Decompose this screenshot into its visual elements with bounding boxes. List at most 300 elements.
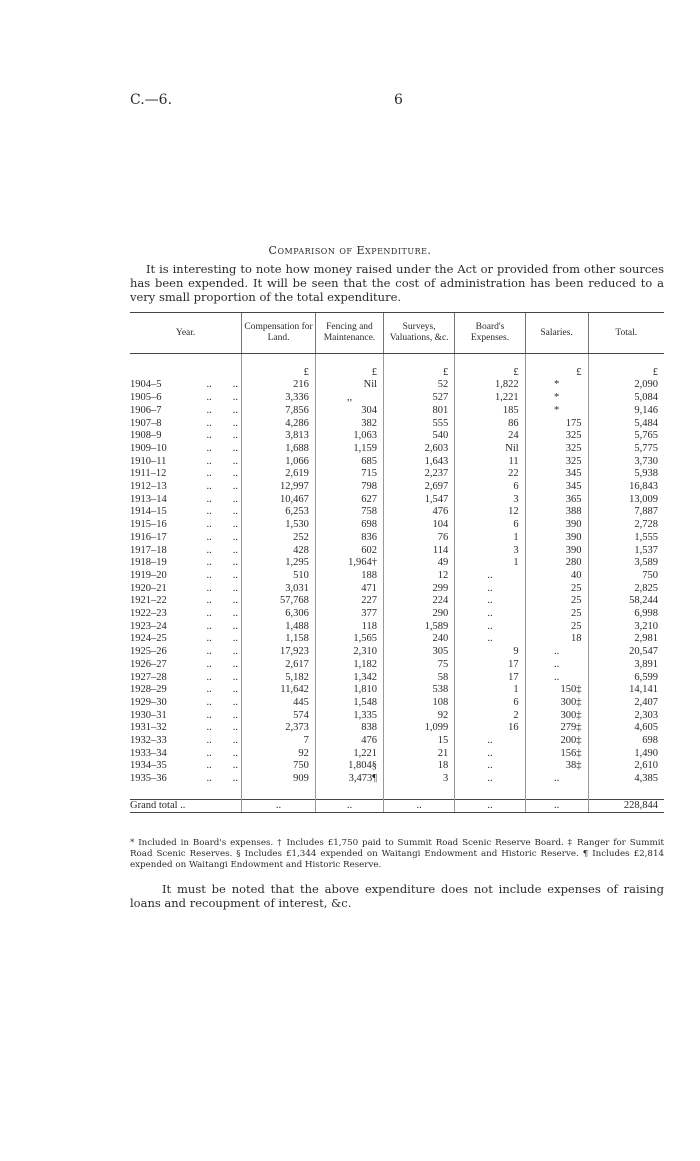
value-cell: 6,998 (588, 608, 664, 621)
value-cell: 1,565 (315, 633, 383, 646)
value-cell: 15 (384, 735, 455, 748)
leader-dots: .. .. (206, 735, 238, 747)
year-cell (130, 430, 242, 443)
year-cell (130, 519, 242, 532)
value-cell: 2,619 (242, 468, 316, 481)
leader-dots: .. .. (206, 760, 238, 772)
value-cell: 216 (242, 379, 316, 392)
column-header: Salaries. (525, 313, 588, 354)
year-label: 1927–28 (130, 671, 167, 683)
year-cell (130, 418, 242, 431)
leader-dots: .. .. (206, 417, 238, 429)
value-cell: 1,810 (315, 684, 383, 697)
value-cell: 1,099 (384, 722, 455, 735)
table-row (130, 532, 664, 545)
leader-dots: .. .. (206, 557, 238, 569)
value-cell: 7,856 (242, 405, 316, 418)
spacer-cell (242, 786, 316, 799)
value-cell: 156‡ (525, 748, 588, 761)
table-body (130, 354, 664, 813)
value-cell: 428 (242, 545, 316, 558)
table-row (130, 405, 664, 418)
value-cell: 2,303 (588, 710, 664, 723)
value-cell: 2,981 (588, 633, 664, 646)
table-row (130, 379, 664, 392)
grand-total-cell: 228,844 (588, 799, 664, 813)
value-cell: 801 (384, 405, 455, 418)
value-cell: 1,295 (242, 557, 316, 570)
value-cell: 476 (384, 506, 455, 519)
table-row (130, 608, 664, 621)
value-cell: 188 (315, 570, 383, 583)
value-cell: 382 (315, 418, 383, 431)
value-cell: 1 (455, 684, 525, 697)
unit-cell: £ (525, 367, 588, 380)
table-row (130, 646, 664, 659)
value-cell: 1,688 (242, 443, 316, 456)
value-cell: 17,923 (242, 646, 316, 659)
value-cell: 5,182 (242, 672, 316, 685)
value-cell: 92 (242, 748, 316, 761)
value-cell: 1 (455, 557, 525, 570)
value-cell: .. (455, 608, 525, 621)
value-cell: .. (455, 735, 525, 748)
leader-dots: .. .. (206, 671, 238, 683)
value-cell: 279‡ (525, 722, 588, 735)
year-cell (130, 773, 242, 786)
value-cell: 909 (242, 773, 316, 786)
value-cell: 7,887 (588, 506, 664, 519)
value-cell: 57,768 (242, 595, 316, 608)
year-cell (130, 456, 242, 469)
value-cell: 390 (525, 519, 588, 532)
unit-cell: £ (588, 367, 664, 380)
closing-paragraph: It must be noted that the above expenditure does not include expenses of raising loans and recoupment of interest, &c. (130, 882, 664, 910)
value-cell: .. (525, 773, 588, 786)
value-cell: 252 (242, 532, 316, 545)
year-label: 1916–17 (130, 531, 167, 543)
value-cell: 22 (455, 468, 525, 481)
grand-total-label: Grand total .. (130, 799, 242, 813)
leader-dots: .. .. (206, 684, 238, 696)
value-cell: 300‡ (525, 710, 588, 723)
year-label: 1929–30 (130, 696, 167, 708)
year-label: 1926–27 (130, 658, 167, 670)
year-label: 1914–15 (130, 506, 167, 518)
year-cell (130, 621, 242, 634)
grand-total-cell: .. (242, 799, 316, 813)
year-label: 1906–7 (130, 404, 162, 416)
value-cell: 1,589 (384, 621, 455, 634)
year-cell (130, 748, 242, 761)
table-row (130, 748, 664, 761)
value-cell: 1,158 (242, 633, 316, 646)
table-row (130, 659, 664, 672)
value-cell: 300‡ (525, 697, 588, 710)
value-cell: 390 (525, 545, 588, 558)
year-label: 1911–12 (130, 468, 167, 480)
value-cell: 602 (315, 545, 383, 558)
value-cell: 290 (384, 608, 455, 621)
value-cell: 20,547 (588, 646, 664, 659)
leader-dots: .. .. (206, 595, 238, 607)
column-header: Board's Expenses. (455, 313, 525, 354)
table-row (130, 392, 664, 405)
value-cell: 25 (525, 583, 588, 596)
year-label: 1920–21 (130, 582, 167, 594)
year-label: 1908–9 (130, 430, 162, 442)
value-cell: 627 (315, 494, 383, 507)
value-cell: 2,697 (384, 481, 455, 494)
column-header: Fencing and Maintenance. (315, 313, 383, 354)
leader-dots: .. .. (206, 455, 238, 467)
year-cell (130, 710, 242, 723)
expenditure-table (130, 312, 664, 813)
year-label: 1930–31 (130, 709, 167, 721)
value-cell: 75 (384, 659, 455, 672)
value-cell: 377 (315, 608, 383, 621)
spacer-cell (588, 354, 664, 367)
year-label: 1905–6 (130, 392, 162, 404)
value-cell: 1,063 (315, 430, 383, 443)
table-row (130, 722, 664, 735)
unit-row (130, 367, 664, 380)
value-cell: 118 (315, 621, 383, 634)
value-cell: 3,589 (588, 557, 664, 570)
spacer-row (130, 354, 664, 367)
footnotes: * Included in Board's expenses. † Includes £1,750 paid to Summit Road Scenic Reserve Board. ‡ Ranger for Summit Road Scenic Reserves. § Includes £1,344 expended on Waitangi Endowment and Historic Reserve. ¶ Includes £2,814 expended on Waitangi Endowment and Historic Reserve. (130, 838, 664, 870)
grand-total-cell: .. (525, 799, 588, 813)
value-cell: 3,031 (242, 583, 316, 596)
table-row (130, 557, 664, 570)
value-cell: 3 (455, 494, 525, 507)
spacer-row (130, 786, 664, 799)
value-cell: 3,336 (242, 392, 316, 405)
value-cell: 574 (242, 710, 316, 723)
value-cell: 325 (525, 456, 588, 469)
year-label: 1932–33 (130, 735, 167, 747)
table-header-row (130, 313, 664, 354)
value-cell: 1,490 (588, 748, 664, 761)
value-cell: 227 (315, 595, 383, 608)
value-cell: 18 (525, 633, 588, 646)
year-label: 1904–5 (130, 379, 162, 391)
leader-dots: .. .. (206, 608, 238, 620)
value-cell: 25 (525, 621, 588, 634)
value-cell: 1,547 (384, 494, 455, 507)
leader-dots: .. .. (206, 506, 238, 518)
value-cell: 1 (455, 532, 525, 545)
grand-total-cell: .. (455, 799, 525, 813)
value-cell: 758 (315, 506, 383, 519)
value-cell: ,, (315, 392, 383, 405)
value-cell: .. (455, 583, 525, 596)
value-cell: 3,730 (588, 456, 664, 469)
page-number: 6 (394, 92, 403, 108)
table-row (130, 456, 664, 469)
value-cell: 325 (525, 430, 588, 443)
value-cell: 4,286 (242, 418, 316, 431)
table-row (130, 583, 664, 596)
value-cell: 1,643 (384, 456, 455, 469)
value-cell: 1,964† (315, 557, 383, 570)
year-label: 1923–24 (130, 620, 167, 632)
unit-cell: £ (315, 367, 383, 380)
year-label: 1910–11 (130, 455, 167, 467)
unit-cell (130, 367, 242, 380)
leader-dots: .. .. (206, 582, 238, 594)
year-label: 1935–36 (130, 773, 167, 785)
value-cell: 9 (455, 646, 525, 659)
value-cell: 715 (315, 468, 383, 481)
intro-paragraph: It is interesting to note how money raised under the Act or provided from other sources has been expended. It will be seen that the cost of administration has been reduced to a very small proportion of the total expenditure. (130, 262, 664, 304)
value-cell: 240 (384, 633, 455, 646)
leader-dots: .. .. (206, 468, 238, 480)
value-cell: .. (455, 748, 525, 761)
value-cell: 25 (525, 595, 588, 608)
value-cell: 2,237 (384, 468, 455, 481)
spacer-cell (525, 786, 588, 799)
value-cell: 4,605 (588, 722, 664, 735)
spacer-cell (315, 354, 383, 367)
value-cell: 1,066 (242, 456, 316, 469)
spacer-cell (455, 354, 525, 367)
year-cell (130, 608, 242, 621)
value-cell: 108 (384, 697, 455, 710)
value-cell: 838 (315, 722, 383, 735)
value-cell: 175 (525, 418, 588, 431)
year-cell (130, 760, 242, 773)
grand-total-cell: .. (384, 799, 455, 813)
grand-total-cell: .. (315, 799, 383, 813)
column-header: Total. (588, 313, 664, 354)
value-cell: 1,530 (242, 519, 316, 532)
value-cell: 58 (384, 672, 455, 685)
table-row (130, 545, 664, 558)
value-cell: .. (525, 672, 588, 685)
value-cell: 224 (384, 595, 455, 608)
value-cell: 16 (455, 722, 525, 735)
spacer-cell (242, 354, 316, 367)
year-cell (130, 557, 242, 570)
value-cell: 92 (384, 710, 455, 723)
value-cell: 185 (455, 405, 525, 418)
value-cell: 11,642 (242, 684, 316, 697)
table-row (130, 621, 664, 634)
value-cell: 538 (384, 684, 455, 697)
table-row (130, 595, 664, 608)
column-header: Surveys, Valuations, &c. (384, 313, 455, 354)
value-cell: 4,385 (588, 773, 664, 786)
value-cell: 345 (525, 468, 588, 481)
column-header: Year. (130, 313, 242, 354)
unit-cell: £ (242, 367, 316, 380)
value-cell: 2,407 (588, 697, 664, 710)
leader-dots: .. .. (206, 747, 238, 759)
leader-dots: .. .. (206, 531, 238, 543)
table-row (130, 519, 664, 532)
value-cell: 24 (455, 430, 525, 443)
year-cell (130, 405, 242, 418)
table-row (130, 735, 664, 748)
leader-dots: .. .. (206, 379, 238, 391)
value-cell: 25 (525, 608, 588, 621)
table-row (130, 710, 664, 723)
value-cell: 76 (384, 532, 455, 545)
year-label: 1915–16 (130, 519, 167, 531)
value-cell: 2,373 (242, 722, 316, 735)
value-cell: * (525, 392, 588, 405)
unit-cell: £ (455, 367, 525, 380)
value-cell: 3 (384, 773, 455, 786)
value-cell: 11 (455, 456, 525, 469)
value-cell: 52 (384, 379, 455, 392)
year-label: 1918–19 (130, 557, 167, 569)
section-title: Comparison of Expenditure. (268, 244, 432, 257)
value-cell: 38‡ (525, 760, 588, 773)
grand-total-row (130, 799, 664, 813)
value-cell: 13,009 (588, 494, 664, 507)
value-cell: 3,891 (588, 659, 664, 672)
value-cell: 471 (315, 583, 383, 596)
value-cell: 305 (384, 646, 455, 659)
year-cell (130, 532, 242, 545)
leader-dots: .. .. (206, 620, 238, 632)
value-cell: 3,210 (588, 621, 664, 634)
value-cell: 1,335 (315, 710, 383, 723)
value-cell: 49 (384, 557, 455, 570)
table-row (130, 443, 664, 456)
value-cell: 750 (242, 760, 316, 773)
leader-dots: .. .. (206, 569, 238, 581)
value-cell: * (525, 379, 588, 392)
value-cell: 12 (455, 506, 525, 519)
table-row (130, 773, 664, 786)
table-row (130, 506, 664, 519)
year-label: 1917–18 (130, 544, 167, 556)
value-cell: 58,244 (588, 595, 664, 608)
value-cell: 1,159 (315, 443, 383, 456)
value-cell: 555 (384, 418, 455, 431)
value-cell: 1,182 (315, 659, 383, 672)
value-cell: 7 (242, 735, 316, 748)
leader-dots: .. .. (206, 544, 238, 556)
year-label: 1922–23 (130, 608, 167, 620)
leader-dots: .. .. (206, 430, 238, 442)
leader-dots: .. .. (206, 442, 238, 454)
year-cell (130, 481, 242, 494)
value-cell: 698 (315, 519, 383, 532)
value-cell: 40 (525, 570, 588, 583)
value-cell: 698 (588, 735, 664, 748)
value-cell: 2,617 (242, 659, 316, 672)
value-cell: 6 (455, 519, 525, 532)
unit-cell: £ (384, 367, 455, 380)
table-row (130, 633, 664, 646)
value-cell: 2,728 (588, 519, 664, 532)
value-cell: 1,221 (455, 392, 525, 405)
column-header: Compensation for Land. (242, 313, 316, 354)
value-cell: 3 (455, 545, 525, 558)
value-cell: 1,488 (242, 621, 316, 634)
value-cell: 14,141 (588, 684, 664, 697)
value-cell: 200‡ (525, 735, 588, 748)
value-cell: 12 (384, 570, 455, 583)
value-cell: .. (455, 773, 525, 786)
value-cell: 9,146 (588, 405, 664, 418)
year-label: 1913–14 (130, 493, 167, 505)
value-cell: 2,610 (588, 760, 664, 773)
table-row (130, 570, 664, 583)
value-cell: 10,467 (242, 494, 316, 507)
year-label: 1933–34 (130, 747, 167, 759)
year-cell (130, 722, 242, 735)
value-cell: 21 (384, 748, 455, 761)
year-cell (130, 646, 242, 659)
year-cell (130, 494, 242, 507)
value-cell: 1,822 (455, 379, 525, 392)
value-cell: 3,473¶ (315, 773, 383, 786)
table-row (130, 494, 664, 507)
value-cell: 1,555 (588, 532, 664, 545)
value-cell: 5,775 (588, 443, 664, 456)
value-cell: 445 (242, 697, 316, 710)
year-label: 1934–35 (130, 760, 167, 772)
year-cell (130, 545, 242, 558)
leader-dots: .. .. (206, 696, 238, 708)
table-row (130, 684, 664, 697)
value-cell: .. (525, 646, 588, 659)
value-cell: Nil (455, 443, 525, 456)
year-label: 1924–25 (130, 633, 167, 645)
value-cell: 150‡ (525, 684, 588, 697)
spacer-cell (130, 354, 242, 367)
year-cell (130, 672, 242, 685)
leader-dots: .. .. (206, 493, 238, 505)
leader-dots: .. .. (206, 646, 238, 658)
value-cell: 104 (384, 519, 455, 532)
table-row (130, 672, 664, 685)
year-cell (130, 684, 242, 697)
document-reference: C.—6. (130, 92, 173, 108)
value-cell: 6,306 (242, 608, 316, 621)
value-cell: 17 (455, 659, 525, 672)
table-row (130, 481, 664, 494)
year-label: 1919–20 (130, 569, 167, 581)
value-cell: 798 (315, 481, 383, 494)
leader-dots: .. .. (206, 404, 238, 416)
year-label: 1921–22 (130, 595, 167, 607)
spacer-cell (315, 786, 383, 799)
value-cell: 5,765 (588, 430, 664, 443)
value-cell: 280 (525, 557, 588, 570)
value-cell: 16,843 (588, 481, 664, 494)
value-cell: 6,253 (242, 506, 316, 519)
leader-dots: .. .. (206, 633, 238, 645)
value-cell: 540 (384, 430, 455, 443)
value-cell: 390 (525, 532, 588, 545)
value-cell: .. (455, 633, 525, 646)
year-cell (130, 735, 242, 748)
value-cell: 476 (315, 735, 383, 748)
year-label: 1931–32 (130, 722, 167, 734)
table-row (130, 418, 664, 431)
value-cell: 2,310 (315, 646, 383, 659)
value-cell: 2,090 (588, 379, 664, 392)
value-cell: 2 (455, 710, 525, 723)
value-cell: .. (525, 659, 588, 672)
year-cell (130, 392, 242, 405)
